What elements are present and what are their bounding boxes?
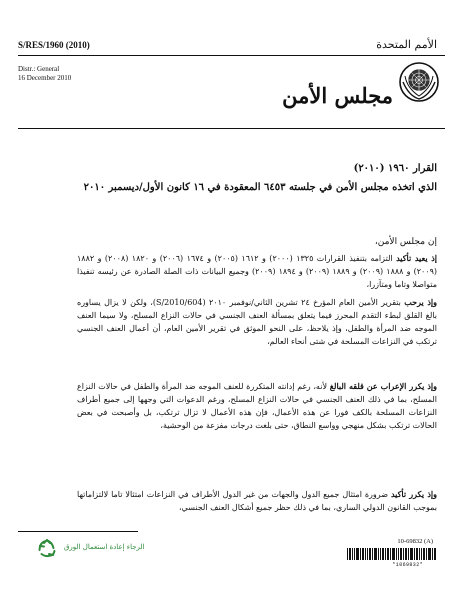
paragraph bbox=[77, 488, 437, 514]
document-date: 16 December 2010 bbox=[18, 74, 72, 82]
paragraph-lead: وإذ يكرر الإعراب عن قلقه البالغ bbox=[329, 381, 437, 391]
resolution-title: القرار ١٩٦٠ (٢٠١٠) bbox=[353, 163, 437, 174]
paragraph bbox=[77, 252, 437, 291]
council-name: مجلس الأمن bbox=[282, 83, 393, 108]
paragraph-lead: وإذ يكرر تأكيد bbox=[390, 489, 437, 499]
resolution-subtitle: الذي اتخذه مجلس الأمن في جلسته ٦٤٥٣ المعقودة في ١٦ كانون الأول/ديسمبر ٢٠١٠ bbox=[83, 182, 437, 193]
paragraph-body: بتقرير الأمين العام المؤرخ ٢٤ تشرين الثاني/نوفمبر ٢٠١٠ (S/2010/604)، ولكن لا يزال يساوره بالغ القلق لبطء التقدم المحرز فيما يتعلق بمسألة العنف الجنسي في حالات النزاع المسلح، ولا سيما العنف الموجه ضد المرأة والطفل، وإذ يلاحظ، على النحو الموثق في تقرير الأمين العام، أن أعمال العنف الجنسي ترتكب في النزاعات المسلحة في شتى أنحاء العالم، bbox=[77, 298, 437, 346]
distribution-block bbox=[18, 65, 71, 83]
section-rule bbox=[18, 128, 445, 129]
recycle-icon bbox=[36, 538, 58, 560]
paragraph-body: ضرورة امتثال جميع الدول والجهات من غير الدول الأطراف في النزاعات امتثالا تاما لالتزاماتها بموجب القانون الدولي الساري، بما في ذلك حظر جميع أشكال العنف الجنسي، bbox=[77, 490, 437, 512]
paragraph-body: التزامه بتنفيذ القرارات ١٣٢٥ (٢٠٠٠) و ١٦١٢ (٢٠٠٥) و ١٦٧٤ (٢٠٠٦) و ١٨٢٠ (٢٠٠٨) و ١٨٨٢ (٢٠٠٩) و ١٨٨٨ (٢٠٠٩) و ١٨٨٩ (٢٠٠٩) و ١٨٩٤ (٢٠٠٩) وجميع البيانات ذات الصلة الصادرة عن رئيسه تنفيذا متواصلا وتاما ومتآزرا، bbox=[77, 254, 438, 289]
paragraph-lead: وإذ يرحب bbox=[404, 297, 438, 307]
barcode-label: *1069832* bbox=[392, 562, 423, 568]
header-rule bbox=[18, 55, 445, 56]
document-symbol: S/RES/1960 (2010) bbox=[18, 40, 90, 50]
paragraph-body: لأنه، رغم إدانته المتكررة للعنف الموجه ضد المرأة والطفل في حالات النزاع المسلح، بما في ذلك العنف الجنسي في حالات النزاع المسلح، ورغم الدعوات التي وجهها إلى جميع أطراف النزاعات المسلحة بالكف فورا عن هذه الأعمال، فإن هذه الأعمال لا تزال ترتكب، بل وأصبحت في بعض الحالات ترتكب بشكل منهجي وواسع النطاق، حتى بلغت درجات مفزعة من الوحشية، bbox=[77, 382, 437, 430]
paragraph bbox=[77, 380, 437, 432]
paragraph-lead: إذ يعيد تأكيد bbox=[396, 253, 437, 263]
un-emblem-icon bbox=[399, 62, 439, 102]
paragraph bbox=[77, 296, 437, 348]
recycle-note: الرجاء إعادة استعمال الورق bbox=[64, 543, 145, 551]
footer-rule bbox=[18, 531, 138, 532]
document-number: 10-69832 (A) bbox=[397, 538, 433, 545]
barcode bbox=[347, 548, 437, 560]
distribution-label: Distr.: General bbox=[18, 65, 60, 73]
organization-name: الأمم المتحدة bbox=[376, 38, 437, 51]
council-address: إن مجلس الأمن، bbox=[374, 237, 437, 247]
